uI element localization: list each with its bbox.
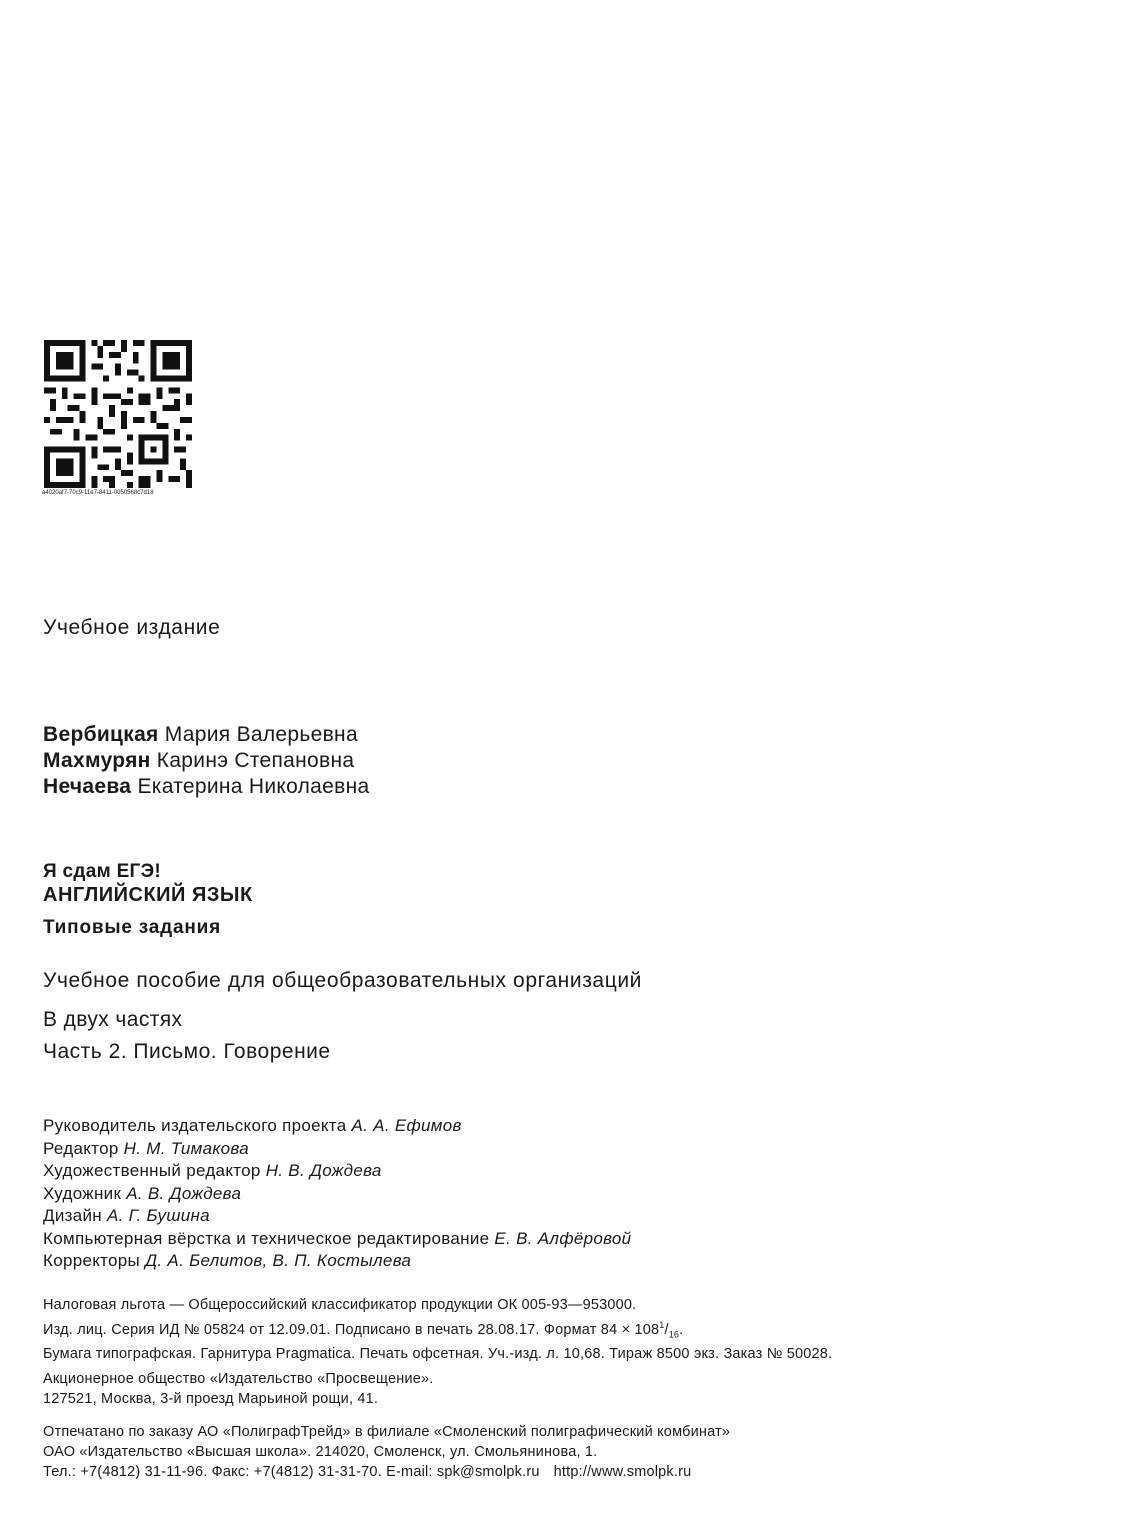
author-given: Мария Валерьевна	[164, 723, 358, 746]
credit-role: Корректоры	[43, 1251, 141, 1270]
book-description: Учебное пособие для общеобразовательных организаций	[43, 969, 643, 992]
license-text: Изд. лиц. Серия ИД № 05824 от 12.09.01. Подписано в печать 28.08.17. Формат 84 × 108	[43, 1321, 660, 1338]
book-subtitle: Типовые задания	[43, 917, 222, 938]
credit-role: Художник	[43, 1183, 122, 1203]
credit-role: Художественный редактор	[43, 1161, 261, 1180]
credit-line	[43, 1183, 631, 1206]
publisher-info	[43, 1370, 434, 1409]
author-surname: Нечаева	[43, 775, 132, 798]
credit-name: Д. А. Белитов, В. П. Костылева	[145, 1251, 412, 1270]
credit-role: Руководитель издательского проекта	[43, 1116, 347, 1135]
qr-caption: a4020af7-70c9-11e7-8411-0050568c7d18	[42, 490, 154, 496]
technical-details	[43, 1296, 832, 1364]
credit-line	[43, 1160, 631, 1183]
format-numerator: 1	[659, 1319, 665, 1330]
series-title: Я сдам ЕГЭ!	[43, 861, 162, 882]
credit-name: А. Г. Бушина	[106, 1206, 210, 1225]
credit-name: А. В. Дождева	[126, 1183, 242, 1203]
credit-line	[43, 1115, 631, 1138]
printer-address: ОАО «Издательство «Высшая школа». 214020, Смоленск, ул. Смольянинова, 1.	[43, 1444, 598, 1460]
printer-line: Отпечатано по заказу АО «ПолиграфТрейд» в филиале «Смоленский полиграфический комбинат»	[43, 1424, 731, 1440]
author-surname: Вербицкая	[43, 723, 159, 746]
printer-contacts-line	[43, 1462, 730, 1482]
credit-role: Редактор	[43, 1138, 119, 1158]
credit-name: Н. М. Тимакова	[123, 1138, 249, 1158]
credit-role: Компьютерная вёрстка и техническое редактирование	[43, 1228, 490, 1248]
credit-name: А. А. Ефимов	[351, 1116, 462, 1135]
part-title: Часть 2. Письмо. Говорение	[43, 1040, 331, 1063]
printer-contacts: Тел.: +7(4812) 31-11-96. Факс: +7(4812) 31-31-70. E-mail: spk@smolpk.ru	[43, 1464, 540, 1480]
authors-list	[43, 722, 369, 800]
author-given: Екатерина Николаевна	[137, 775, 370, 798]
edition-type: Учебное издание	[43, 616, 221, 639]
credit-line	[43, 1138, 631, 1161]
author-line	[43, 774, 369, 800]
author-surname: Махмурян	[43, 749, 151, 772]
credit-name: Н. В. Дождева	[265, 1161, 382, 1180]
author-line	[43, 722, 369, 748]
credits-list	[43, 1115, 631, 1273]
printer-info	[43, 1422, 730, 1482]
credit-role: Дизайн	[43, 1206, 102, 1225]
credit-line	[43, 1205, 631, 1228]
license-line: Изд. лиц. Серия ИД № 05824 от 12.09.01. Подписано в печать 28.08.17. Формат $84 \times 108^1/_{16}$.	[43, 1319, 684, 1340]
tax-line: Налоговая льгота — Общероссийский классификатор продукции ОК 005-93—953000.	[43, 1297, 637, 1313]
printer-website: http://www.smolpk.ru	[553, 1464, 692, 1480]
paper-line: Бумага типографская. Гарнитура Pragmatica. Печать офсетная. Уч.-изд. л. 10,68. Тираж 8500 экз. Заказ № 50028.	[43, 1345, 833, 1362]
publisher-address: 127521, Москва, 3-й проезд Марьиной рощи, 41.	[43, 1390, 379, 1407]
credit-line	[43, 1228, 631, 1251]
credit-name: Е. В. Алфёровой	[494, 1228, 632, 1248]
format-denominator: 16	[668, 1329, 680, 1340]
author-line	[43, 748, 369, 774]
parts-count: В двух частях	[43, 1008, 183, 1031]
publisher-name: Акционерное общество «Издательство «Просвещение».	[43, 1371, 434, 1387]
author-given: Каринэ Степановна	[156, 749, 355, 772]
qr-code	[42, 340, 194, 488]
credit-line	[43, 1250, 631, 1273]
book-title: АНГЛИЙСКИЙ ЯЗЫК	[43, 884, 253, 906]
